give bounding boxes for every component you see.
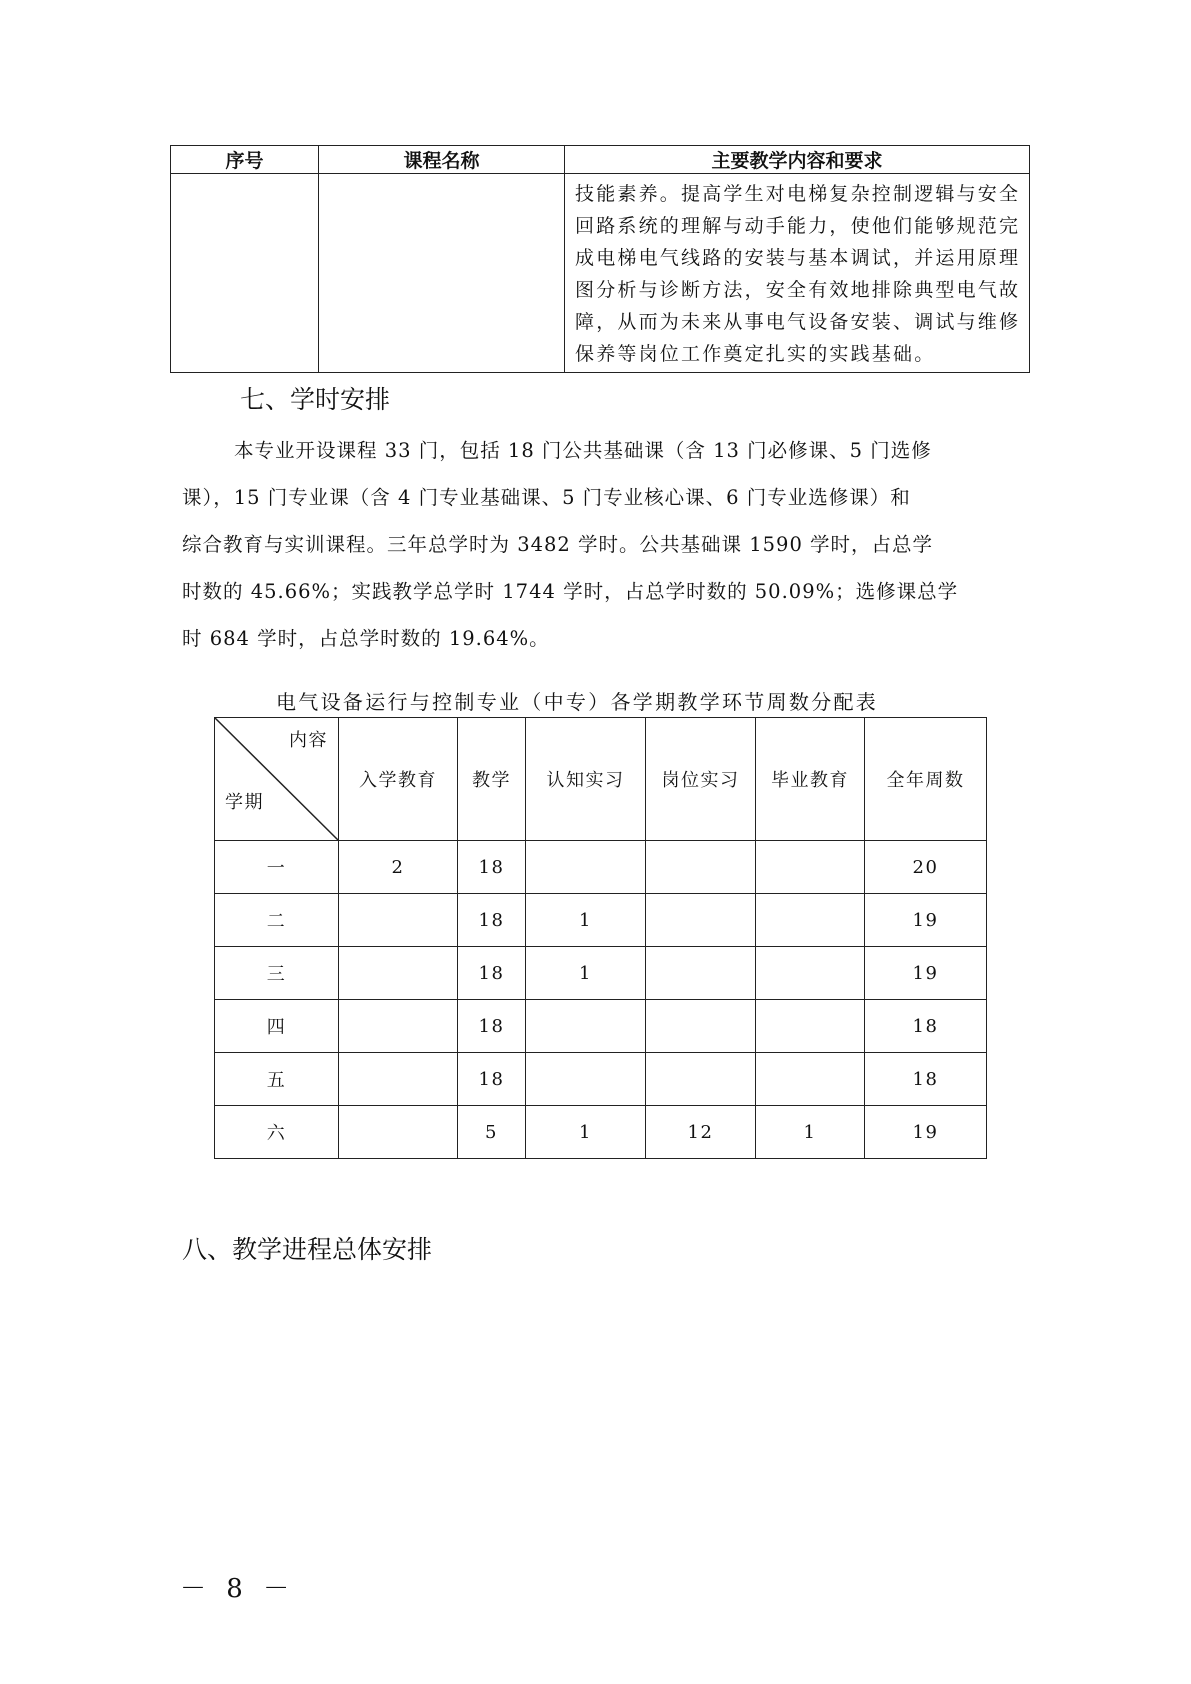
value-cell xyxy=(756,1000,865,1053)
value-cell xyxy=(526,1053,646,1106)
value-cell: 1 xyxy=(756,1106,865,1159)
content-line: 成电梯电气线路的安装与基本调试，并运用原理 xyxy=(575,247,1021,269)
value-cell xyxy=(646,947,756,1000)
page-number: － 8 － xyxy=(180,1574,296,1604)
value-cell: 18 xyxy=(458,894,526,947)
table-row xyxy=(215,894,987,947)
table-row xyxy=(215,1053,987,1106)
paragraph-line: 本专业开设课程 33 门，包括 18 门公共基础课（含 13 门必修课、5 门选修 xyxy=(234,439,932,462)
value-cell xyxy=(756,947,865,1000)
value-cell: 2 xyxy=(339,841,458,894)
term-cell: 六 xyxy=(215,1106,339,1159)
term-cell: 三 xyxy=(215,947,339,1000)
column-header: 毕业教育 xyxy=(756,718,865,841)
value-cell: 18 xyxy=(458,1000,526,1053)
value-cell: 1 xyxy=(526,894,646,947)
value-cell: 18 xyxy=(458,1053,526,1106)
content-line: 回路系统的理解与动手能力，使他们能够规范完 xyxy=(575,215,1021,237)
content-line: 图分析与诊断方法，安全有效地排除典型电气故 xyxy=(575,279,1021,301)
value-cell xyxy=(526,841,646,894)
cell-content xyxy=(565,174,1030,373)
corner-label-term: 学期 xyxy=(225,792,264,813)
value-cell xyxy=(646,894,756,947)
week-distribution-table xyxy=(214,717,987,1159)
column-header: 岗位实习 xyxy=(646,718,756,841)
corner-label-content: 内容 xyxy=(289,730,328,751)
paragraph-line: 时 684 学时，占总学时数的 19.64%。 xyxy=(182,627,550,650)
value-cell: 19 xyxy=(865,947,987,1000)
value-cell: 1 xyxy=(526,947,646,1000)
week-table-header xyxy=(215,718,987,841)
value-cell: 18 xyxy=(865,1000,987,1053)
diagonal-header-cell xyxy=(215,718,339,841)
section-7-heading: 七、学时安排 xyxy=(240,385,391,414)
term-cell: 一 xyxy=(215,841,339,894)
value-cell: 18 xyxy=(458,947,526,1000)
value-cell xyxy=(756,841,865,894)
table-row xyxy=(215,947,987,1000)
value-cell: 19 xyxy=(865,1106,987,1159)
value-cell xyxy=(339,1053,458,1106)
value-cell xyxy=(646,1053,756,1106)
table-row xyxy=(215,1106,987,1159)
value-cell xyxy=(339,1106,458,1159)
header-index: 序号 xyxy=(171,146,319,174)
value-cell xyxy=(756,1053,865,1106)
paragraph-line: 课），15 门专业课（含 4 门专业基础课、5 门专业核心课、6 门专业选修课）和 xyxy=(182,486,911,509)
value-cell: 20 xyxy=(865,841,987,894)
value-cell xyxy=(526,1000,646,1053)
value-cell: 18 xyxy=(458,841,526,894)
value-cell: 1 xyxy=(526,1106,646,1159)
value-cell xyxy=(339,894,458,947)
paragraph-line: 时数的 45.66%；实践教学总学时 1744 学时，占总学时数的 50.09%；选修课总学 xyxy=(182,580,959,603)
table-caption: 电气设备运行与控制专业（中专）各学期教学环节周数分配表 xyxy=(276,690,879,714)
section-8-heading: 八、教学进程总体安排 xyxy=(182,1235,433,1264)
value-cell: 12 xyxy=(646,1106,756,1159)
cell-index xyxy=(171,174,319,373)
column-header: 教学 xyxy=(458,718,526,841)
paragraph-line: 综合教育与实训课程。三年总学时为 3482 学时。公共基础课 1590 学时，占总学 xyxy=(182,533,934,556)
value-cell xyxy=(646,1000,756,1053)
column-header: 入学教育 xyxy=(339,718,458,841)
term-cell: 四 xyxy=(215,1000,339,1053)
cell-course-name xyxy=(319,174,565,373)
value-cell: 5 xyxy=(458,1106,526,1159)
value-cell xyxy=(339,1000,458,1053)
table-row xyxy=(215,1000,987,1053)
column-header: 全年周数 xyxy=(865,718,987,841)
course-table-header xyxy=(171,146,1030,174)
table-row xyxy=(215,841,987,894)
course-content-table xyxy=(170,145,1030,373)
value-cell xyxy=(646,841,756,894)
term-cell: 五 xyxy=(215,1053,339,1106)
value-cell xyxy=(339,947,458,1000)
header-content: 主要教学内容和要求 xyxy=(565,146,1030,174)
value-cell xyxy=(756,894,865,947)
content-line: 障，从而为未来从事电气设备安装、调试与维修 xyxy=(575,311,1021,333)
content-line: 保养等岗位工作奠定扎实的实践基础。 xyxy=(575,343,936,365)
term-cell: 二 xyxy=(215,894,339,947)
value-cell: 19 xyxy=(865,894,987,947)
table-row xyxy=(171,174,1030,373)
column-header: 认知实习 xyxy=(526,718,646,841)
content-line: 技能素养。提高学生对电梯复杂控制逻辑与安全 xyxy=(575,183,1021,205)
value-cell: 18 xyxy=(865,1053,987,1106)
header-course-name: 课程名称 xyxy=(319,146,565,174)
section-7-paragraph xyxy=(182,427,1022,662)
